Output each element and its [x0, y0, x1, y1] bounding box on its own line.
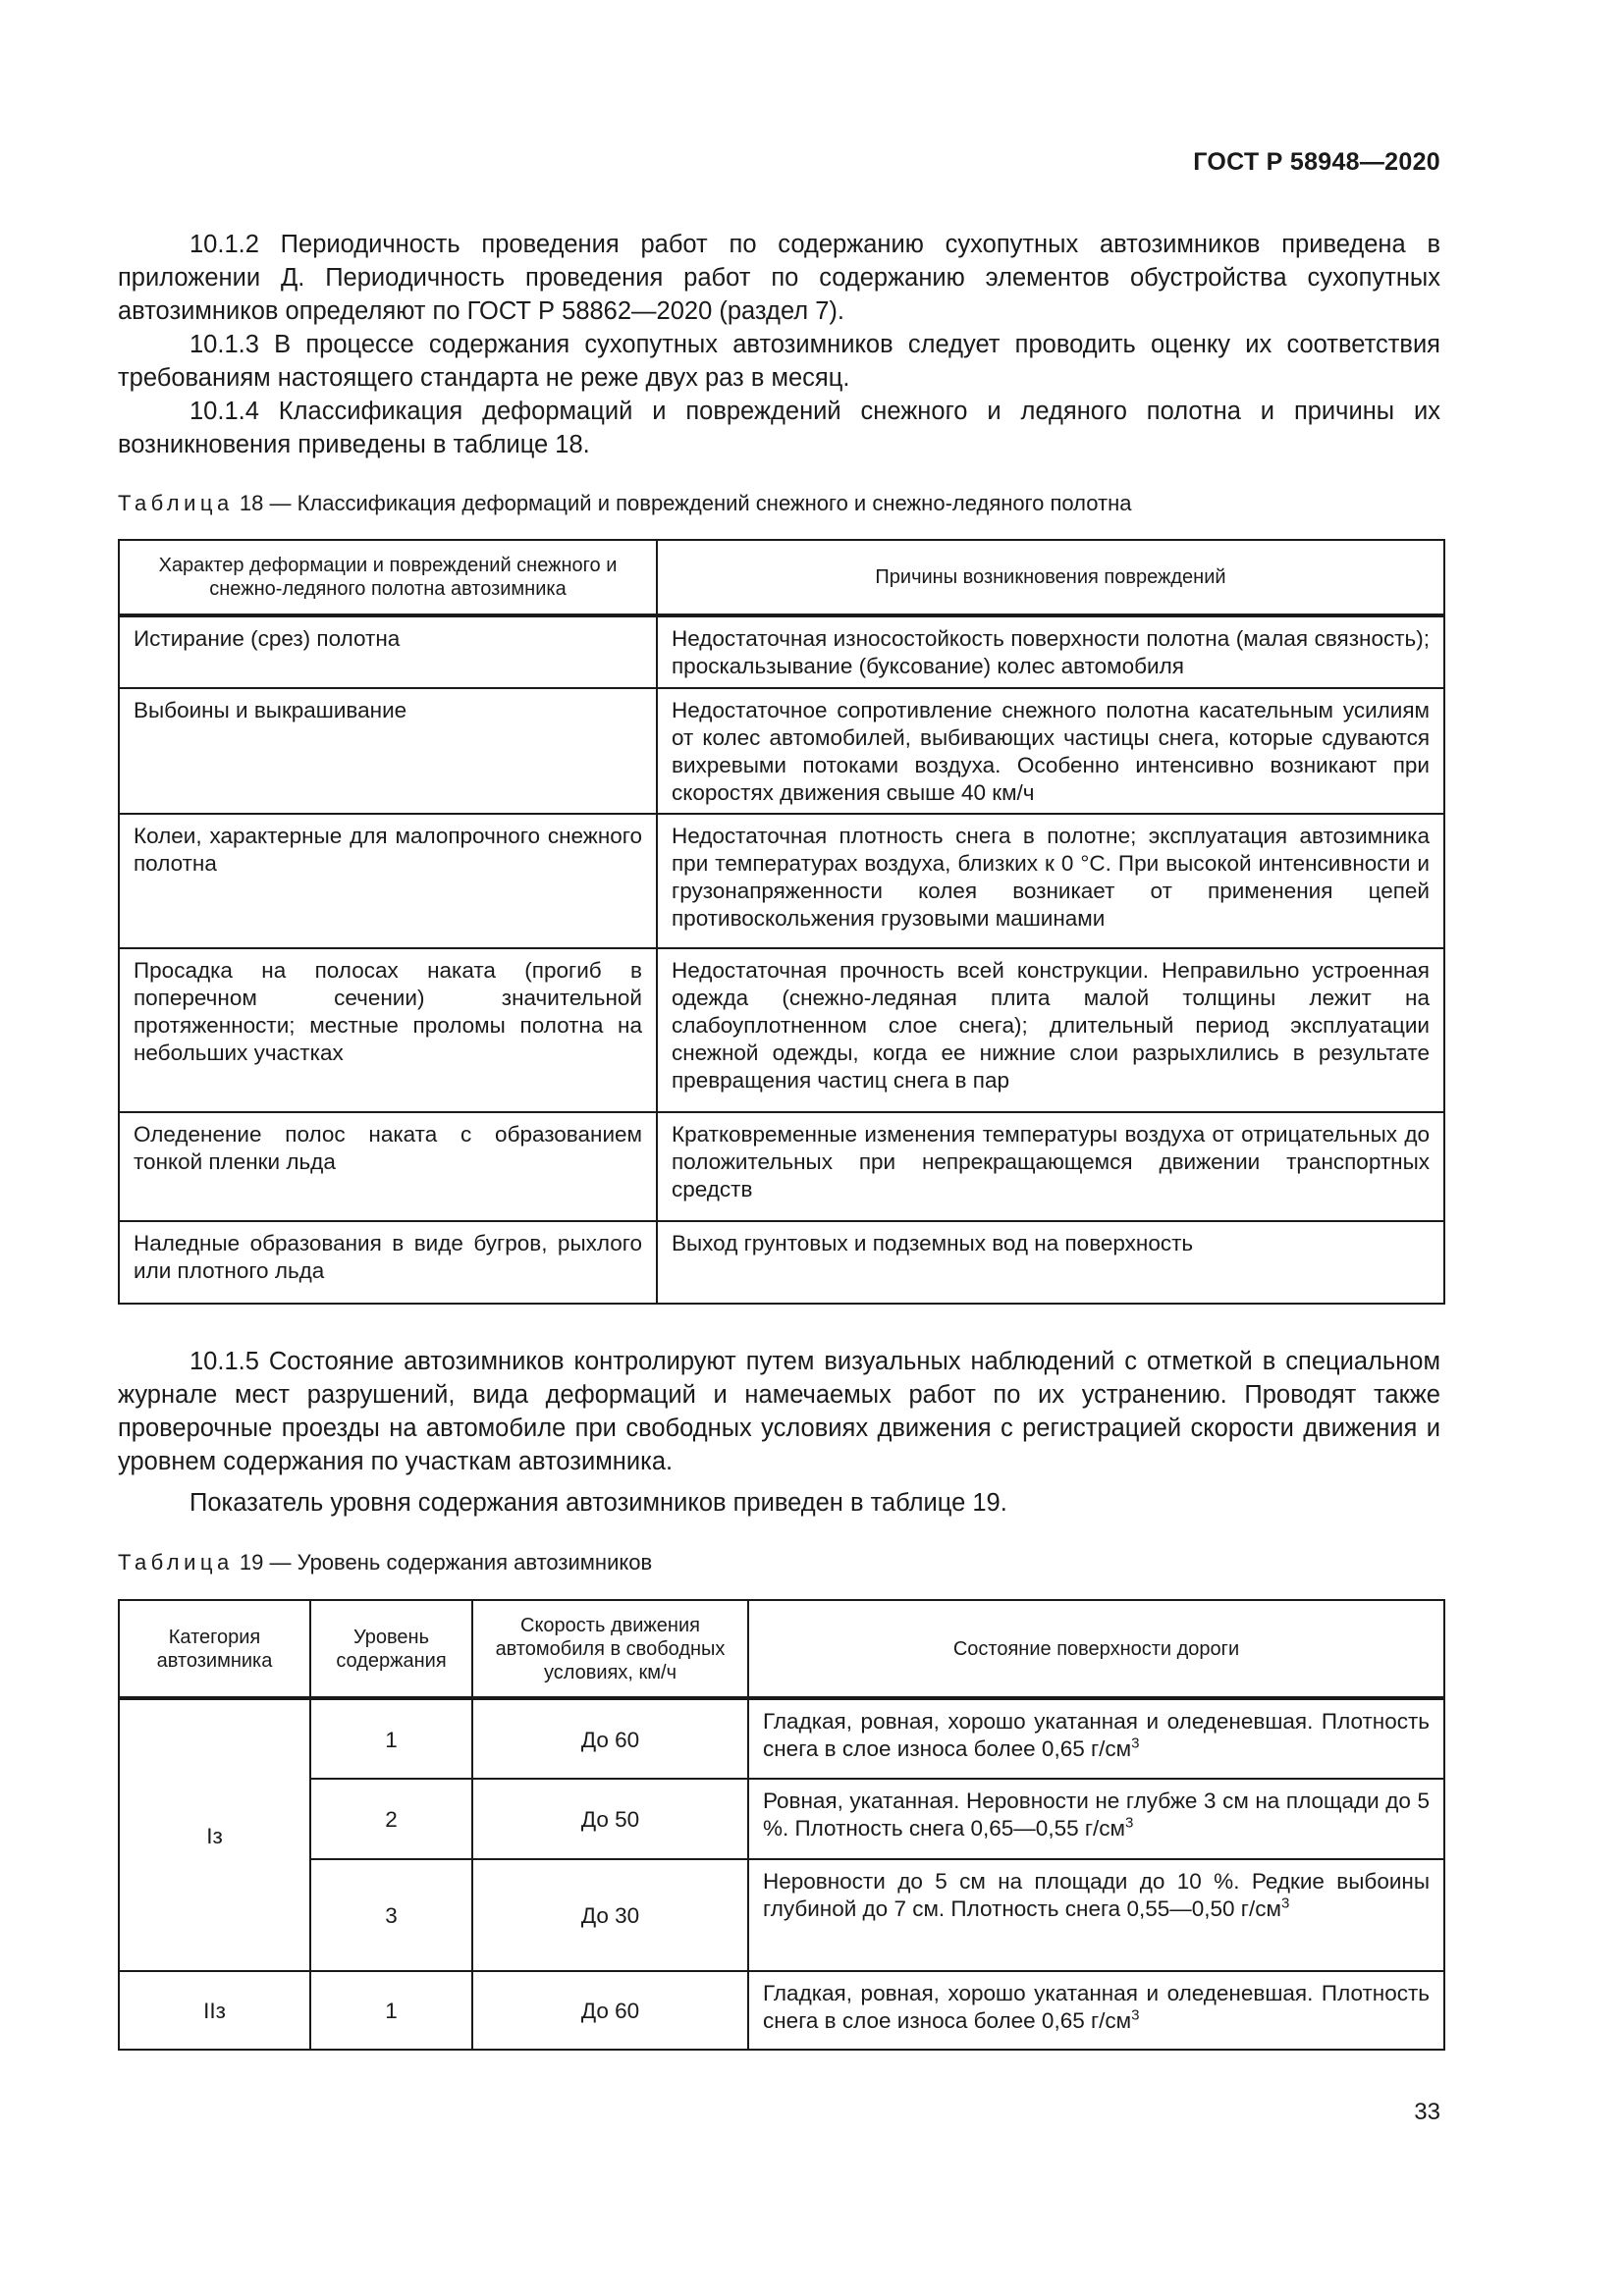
surface-cell	[748, 1779, 1444, 1859]
damage-type-cell: Просадка на полосах наката (прогиб в поперечном сечении) значительной протяженности; местные проломы полотна на небольших участках	[119, 948, 657, 1112]
table-row	[119, 1221, 1444, 1304]
table-row	[119, 1698, 1444, 1779]
level-cell: 1	[310, 1971, 472, 2050]
level-cell: 1	[310, 1698, 472, 1779]
table-row	[119, 1779, 1444, 1859]
cause-cell: Недостаточная износостойкость поверхности полотна (малая связность); проскальзывание (буксование) колес автомобиля	[657, 615, 1444, 688]
damage-type-cell: Колеи, характерные для малопрочного снежного полотна	[119, 814, 657, 948]
table-18-caption	[118, 489, 1131, 518]
table-row	[119, 814, 1444, 948]
table-row	[119, 615, 1444, 688]
superscript: 3	[1131, 1735, 1140, 1752]
surface-cell	[748, 1698, 1444, 1779]
header-damage-type: Характер деформации и повреждений снежного и снежно-ледяного полотна автозимника	[119, 540, 657, 615]
table-row	[119, 1112, 1444, 1221]
header-speed: Скорость движения автомобиля в свободных условиях, км/ч	[472, 1600, 748, 1698]
cause-cell: Недостаточное сопротивление снежного полотна касательным усилиям от колес автомобилей, выбивающих частицы снега, которые сдуваются вихревыми потоками воздуха. Особенно интенсивно возникают при скоростях движения свыше 40 км/ч	[657, 688, 1444, 814]
surface-text: Ровная, укатанная. Неровности не глубже 3 см на площади до 5 %. Плотность снега 0,65—0,55 г/см	[763, 1789, 1430, 1841]
paragraph-10-1-4: 10.1.4 Классификация деформаций и повреждений снежного и ледяного полотна и причины их возникновения приведены в таблице 18.	[118, 398, 1440, 458]
surface-text: Гладкая, ровная, хорошо укатанная и оледеневшая. Плотность снега в слое износа более 0,65 г/см	[763, 1981, 1430, 2033]
table-header-row	[119, 540, 1444, 615]
damage-type-cell: Истирание (срез) полотна	[119, 615, 657, 688]
damage-type-cell: Выбоины и выкрашивание	[119, 688, 657, 814]
damage-type-cell: Оледенение полос наката с образованием тонкой пленки льда	[119, 1112, 657, 1221]
table-19	[118, 1599, 1445, 2051]
table-19-caption	[118, 1548, 652, 1577]
speed-cell: До 30	[472, 1859, 748, 1971]
header-surface: Состояние поверхности дороги	[748, 1600, 1444, 1698]
cause-cell: Недостаточная плотность снега в полотне; эксплуатация автозимника при температурах воздуха, близких к 0 °С. При высокой интенсивности и грузонапряженности колея возникает от применения цепей противоскольжения грузовыми машинами	[657, 814, 1444, 948]
table-header-row	[119, 1600, 1444, 1698]
paragraph-10-1-5: 10.1.5 Состояние автозимников контролируют путем визуальных наблюдений с отметкой в специальном журнале мест разрушений, вида деформаций и намечаемых работ по их устранению. Проводят также проверочные проезды на автомобиле при свободных условиях движения с регистрацией скорости движения и уровнем содержания по участкам автозимника.	[118, 1348, 1440, 1475]
table-caption-label: Таблица	[118, 491, 234, 515]
header-causes: Причины возникновения повреждений	[657, 540, 1444, 615]
standard-designation: ГОСТ Р 58948—2020	[1193, 148, 1440, 176]
surface-cell	[748, 1859, 1444, 1971]
table-caption-text: 18 — Классификация деформаций и повреждений снежного и снежно-ледяного полотна	[239, 491, 1132, 515]
header-category: Категория автозимника	[119, 1600, 310, 1698]
paragraph-10-1-3: 10.1.3 В процессе содержания сухопутных автозимников следует проводить оценку их соответствия требованиям настоящего стандарта не реже двух раз в месяц.	[118, 331, 1440, 392]
category-cell: Iз	[119, 1698, 310, 1971]
table-row	[119, 1971, 1444, 2050]
speed-cell: До 60	[472, 1698, 748, 1779]
header-level: Уровень содержания	[310, 1600, 472, 1698]
paragraph-maintenance-indicator: Показатель уровня содержания автозимников приведен в таблице 19.	[189, 1489, 1007, 1517]
cause-cell: Выход грунтовых и подземных вод на поверхность	[657, 1221, 1444, 1304]
superscript: 3	[1125, 1814, 1134, 1832]
table-caption-label: Таблица	[118, 1550, 234, 1575]
superscript: 3	[1280, 1895, 1290, 1912]
superscript: 3	[1131, 2006, 1140, 2024]
surface-text: Неровности до 5 см на площади до 10 %. Редкие выбоины глубиной до 7 см. Плотность снега 0,55—0,50 г/см	[763, 1869, 1430, 1921]
level-cell: 3	[310, 1859, 472, 1971]
table-row	[119, 948, 1444, 1112]
level-cell: 2	[310, 1779, 472, 1859]
table-row	[119, 688, 1444, 814]
speed-cell: До 50	[472, 1779, 748, 1859]
surface-text: Гладкая, ровная, хорошо укатанная и оледеневшая. Плотность снега в слое износа более 0,65 г/см	[763, 1709, 1430, 1761]
paragraph-10-1-2: 10.1.2 Периодичность проведения работ по содержанию сухопутных автозимников приведена в приложении Д. Периодичность проведения работ по содержанию элементов обустройства сухопутных автозимников определяют по ГОСТ Р 58862—2020 (раздел 7).	[118, 231, 1440, 325]
table-18	[118, 539, 1445, 1305]
page-number: 33	[1414, 2099, 1440, 2125]
table-caption-text: 19 — Уровень содержания автозимников	[239, 1550, 653, 1575]
table-row	[119, 1859, 1444, 1971]
speed-cell: До 60	[472, 1971, 748, 2050]
category-cell: IIз	[119, 1971, 310, 2050]
cause-cell: Кратковременные изменения температуры воздуха от отрицательных до положительных при непрекращающемся движении транспортных средств	[657, 1112, 1444, 1221]
damage-type-cell: Наледные образования в виде бугров, рыхлого или плотного льда	[119, 1221, 657, 1304]
surface-cell	[748, 1971, 1444, 2050]
cause-cell: Недостаточная прочность всей конструкции. Неправильно устроенная одежда (снежно-ледяная плита малой толщины лежит на слабоуплотненном слое снега); длительный период эксплуатации снежной одежды, когда ее нижние слои разрыхлились в результате превращения частиц снега в пар	[657, 948, 1444, 1112]
